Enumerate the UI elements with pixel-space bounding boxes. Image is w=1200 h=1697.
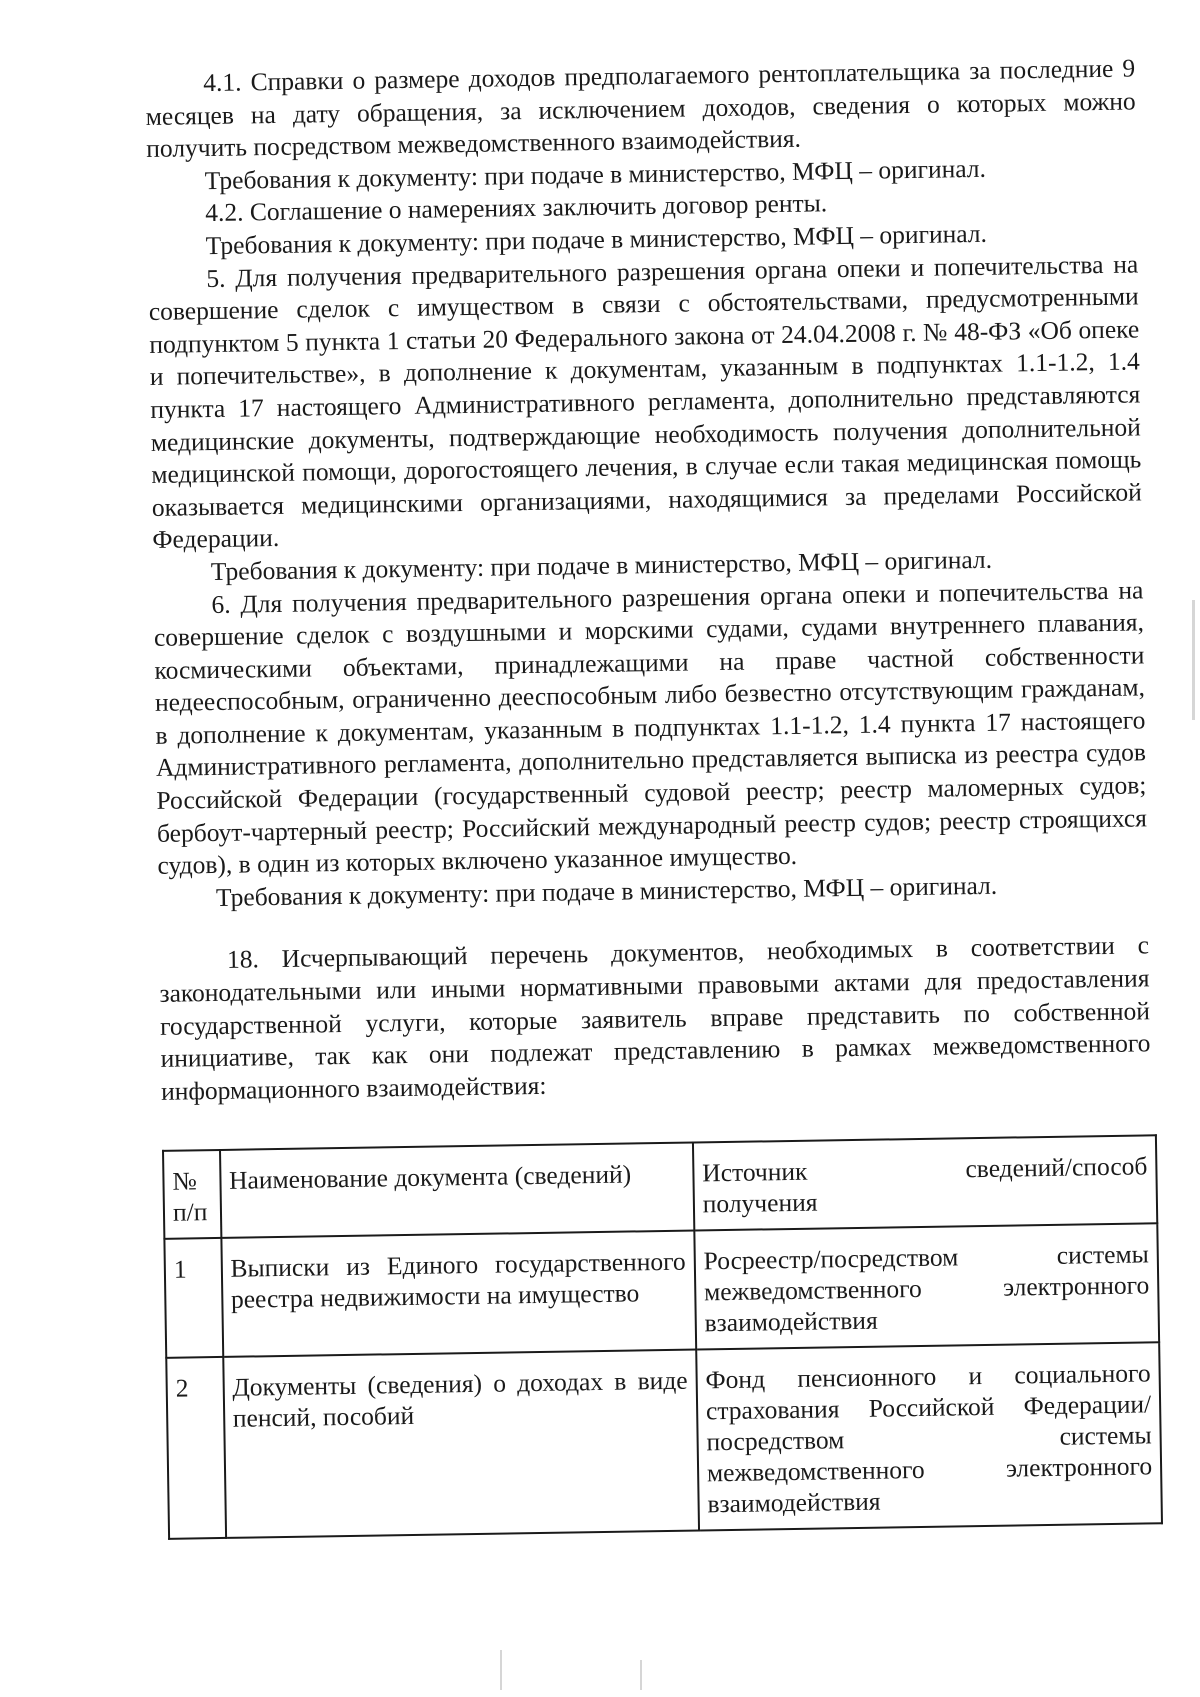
paragraph-6: 6. Для получения предварительного разрешения органа опеки и попечительства на совершение сделок с воздушными и морскими судами, судами внутреннего плавания, космическими объектами, принадлежащими на праве частной собственности недееспособным, ограниченно дееспособным либо безвестно отсутствующим гражданам, в дополнение к документам, указанным в подпунктах 1.1-1.2, 1.4 пункта 17 настоящего Административного регламента, дополнительно представляется выписка из реестра судов Российской Федерации (государственный судовой реестр; реестр маломерных судов; бербоут-чартерный реестр; Российский международный реестр судов; реестр строящихся судов), в один из которых включено указанное имущество. [153, 574, 1148, 881]
scan-noise [500, 1650, 502, 1690]
row-num: 2 [166, 1357, 225, 1539]
requirement-text: Требования к документу: при подаче в министерство, МФЦ – оригинал. [210, 544, 993, 586]
header-source [693, 1136, 1157, 1231]
paragraph-18: 18. Исчерпывающий перечень документов, необходимых в соответствии с законодательными или иными нормативными правовыми актами для предоставления государственной услуги, которые заявитель вправе представить по собственной инициативе, так как они подлежат представлению в рамках межведомственного информационного взаимодействия: [159, 930, 1151, 1106]
table-row [166, 1343, 1162, 1540]
table-row [164, 1224, 1159, 1359]
requirement-text: Требования к документу: при подаче в министерство, МФЦ – оригинал. [215, 870, 998, 912]
table-header-row [163, 1136, 1157, 1240]
header-name: Наименование документа (сведений) [220, 1143, 695, 1238]
row-source: Росреестр/посредством системы межведомственного электронного взаимодействия [694, 1224, 1159, 1350]
scan-noise [640, 1660, 642, 1690]
paragraph-4-2: 4.2. Соглашение о намерениях заключить договор ренты. [205, 188, 828, 228]
paragraph-5: 5. Для получения предварительного разрешения органа опеки и попечительства на совершение сделок с имуществом в связи с обстоятельствами, предусмотренными подпунктом 5 пункта 1 статьи 20 Федерального закона от 24.04.2008 г. № 48-ФЗ «Об опеке и попечительстве», в дополнение к документам, указанным в подпунктах 1.1-1.2, 1.4 пункта 17 настоящего Административного регламента, дополнительно представляются медицинские документы, подтверждающие необходимость получения дополнительной медицинской помощи, дорогостоящего лечения, в случае если такая медицинская помощь оказывается медицинскими организациями, находящимися за пределами Российской Федерации. [148, 248, 1143, 555]
row-name: Документы (сведения) о доходах в виде пенсий, пособий [223, 1350, 699, 1538]
documents-table [162, 1135, 1163, 1541]
header-source-rest: получения [702, 1187, 818, 1219]
header-source-right: сведений/способ [965, 1151, 1148, 1184]
requirement-text: Требования к документу: при подаче в министерство, МФЦ – оригинал. [204, 153, 987, 195]
row-source: Фонд пенсионного и социального страхования Российской Федерации/ посредством системы межведомственного электронного взаимодействия [696, 1343, 1162, 1531]
row-num: 1 [164, 1238, 222, 1358]
scan-edge-mark [1192, 600, 1195, 720]
paragraph-4-1: 4.1. Справки о размере доходов предполагаемого рентоплательщика за последние 9 месяцев на дату обращения, за исключением доходов, сведения о которых можно получить посредством межведомственного взаимодействия. [145, 53, 1136, 164]
requirement-text: Требования к документу: при подаче в министерство, МФЦ – оригинал. [205, 218, 988, 261]
header-num: № п/п [163, 1150, 221, 1239]
row-name: Выписки из Единого государственного реестра недвижимости на имущество [221, 1231, 696, 1357]
document-page [145, 52, 1158, 1540]
header-source-left: Источник [702, 1157, 808, 1188]
